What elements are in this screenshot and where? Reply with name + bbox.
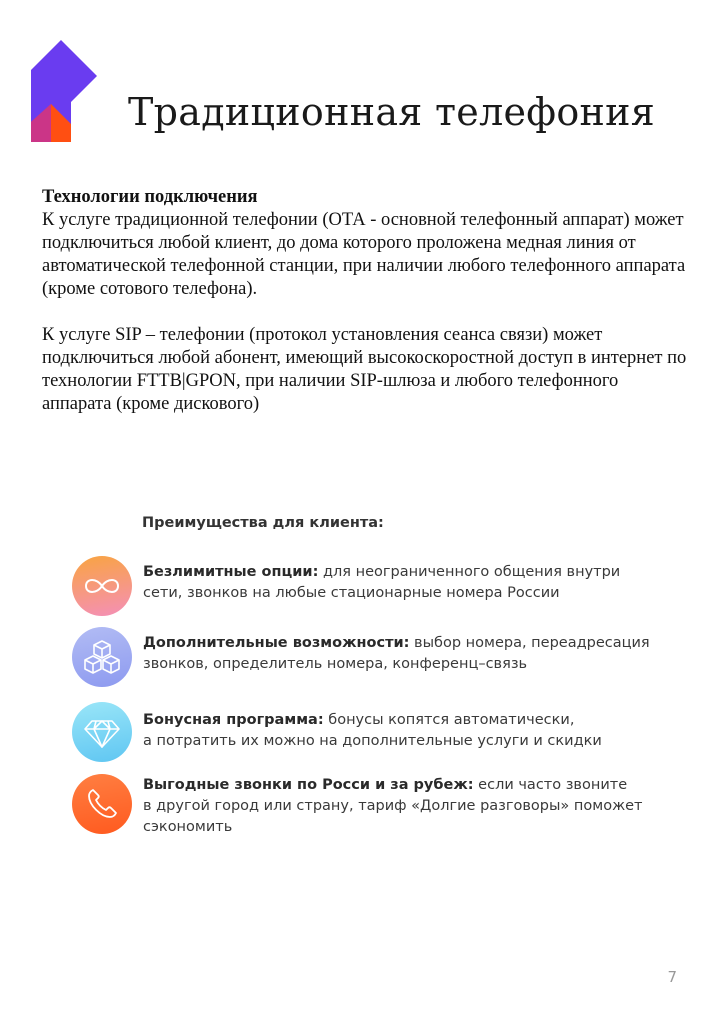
benefit-title: Бонусная программа: [143, 712, 324, 728]
benefit-text: Бонусная программа: бонусы копятся автоматически, а потратить их можно на дополнительные услуги и скидки [143, 712, 602, 749]
infinity-icon [72, 556, 132, 616]
benefit-title: Безлимитные опции: [143, 564, 319, 580]
paragraph-ota: К услуге традиционной телефонии (ОТА - основной телефонный аппарат) может подключиться любой клиент, до дома которого проложена медная линия от автоматической телефонной станции, при наличии любого телефонного аппарата (кроме сотового телефона). [42, 210, 686, 299]
section-subtitle: Технологии подключения [42, 187, 258, 207]
benefit-title: Дополнительные возможности: [143, 635, 410, 651]
body-text [42, 186, 687, 416]
benefit-text: Безлимитные опции: для неограниченного общения внутри сети, звонков на любые стационарные номера России [143, 564, 621, 601]
benefit-title: Выгодные звонки по Росси и за рубеж: [143, 777, 474, 793]
diamond-icon [72, 702, 132, 762]
page-title: Традиционная телефония [128, 90, 656, 134]
benefits-heading: Преимущества для клиента: [142, 515, 384, 531]
paragraph-sip: К услуге SIP – телефонии (протокол установления сеанса связи) может подключиться любой абонент, имеющий высокоскоростной доступ в интернет по технологии FTTB|GPON, при наличии SIP-шлюза и любого телефонного аппарата (кроме дискового) [42, 325, 687, 414]
benefit-text: Дополнительные возможности: выбор номера, переадресация звонков, определитель номера, конференц–связь [143, 635, 650, 672]
cubes-icon [72, 627, 132, 687]
phone-icon [72, 774, 132, 834]
page-number: 7 [667, 968, 677, 986]
benefit-text: Выгодные звонки по Росси и за рубеж: если часто звоните в другой город или страну, тариф «Долгие разговоры» поможет сэкономить [143, 777, 643, 835]
rostelecom-logo-icon [31, 40, 97, 142]
